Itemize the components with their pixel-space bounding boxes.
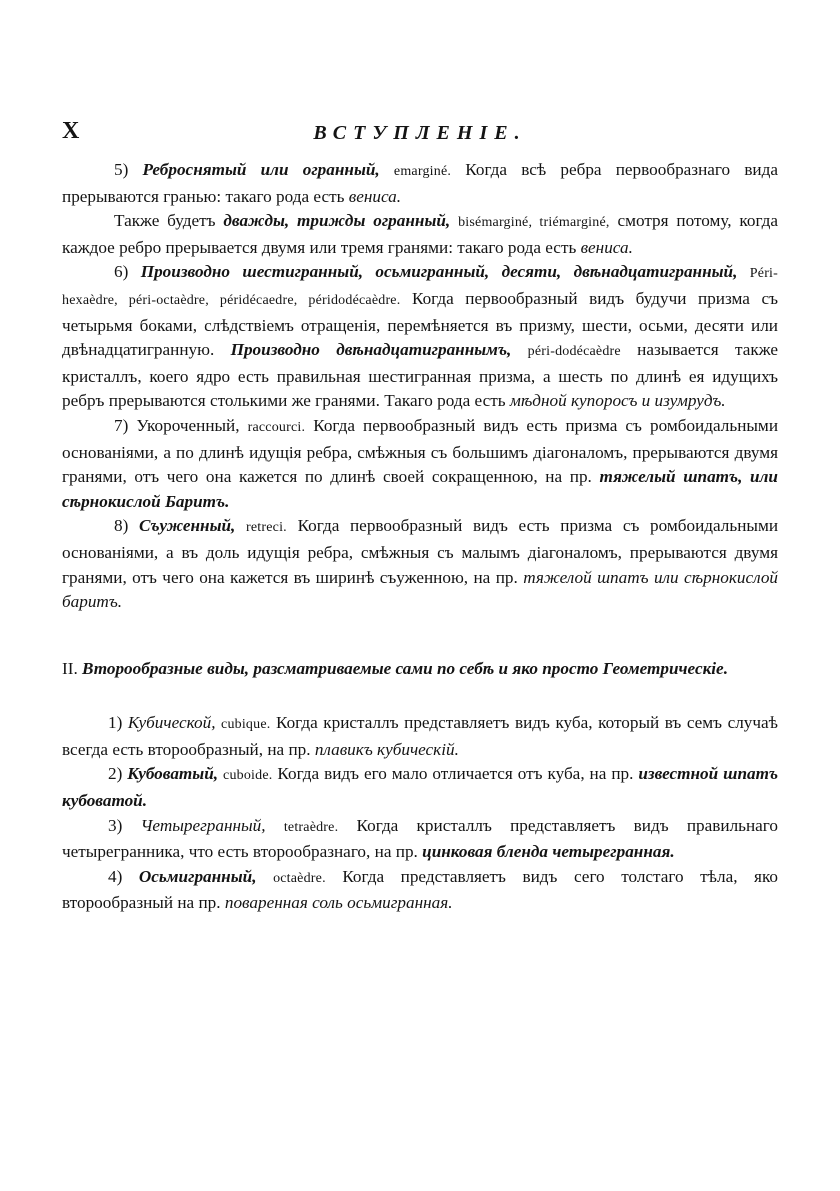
paragraph-5-note [62, 209, 778, 260]
section-title: Второобразные виды, разсматриваемые сами по себѣ и яко просто Геометрическіе. [82, 658, 728, 678]
page-header [62, 118, 778, 148]
item-1 [62, 711, 778, 762]
paragraph-8 [62, 514, 778, 614]
section-spacer [62, 615, 778, 657]
example: цинковая бленда четырегранная. [422, 842, 675, 862]
section-spacer [62, 681, 778, 711]
french-term-secondary: péri-dodécaèdre [527, 344, 621, 360]
running-title: ВСТУПЛЕНІЕ. [313, 122, 527, 144]
item-2 [62, 762, 778, 813]
term: Производно шестигранный, осьмигранный, десяти, двѣнадцатигранный, [140, 262, 738, 282]
item-number: 7) [114, 415, 129, 435]
item-text: Когда представляетъ видъ сего толстаго тѣла, яко второобразный на пр. [62, 866, 779, 913]
paragraph-7 [62, 414, 778, 514]
item-number: 8) [114, 516, 129, 536]
french-term: octaèdre. [273, 870, 326, 886]
page-number: X [62, 118, 81, 144]
example: известной шпатъ кубоватой. [62, 764, 779, 811]
term: Укороченный, [136, 415, 240, 435]
item-text: Когда кристаллъ представляетъ видъ правильнаго четырегранника, что есть второобразнаго, на пр. [62, 815, 779, 862]
item-number: 4) [108, 866, 123, 886]
paragraph-5 [62, 158, 778, 209]
example: вениса. [580, 237, 633, 257]
example: вениса. [348, 186, 402, 206]
item-text: Когда кристаллъ представляетъ видъ куба, который въ семъ случаѣ всегда есть второобразный, на пр. [62, 713, 778, 759]
item-number: 5) [114, 160, 129, 179]
example: мѣдной купоросъ и изумрудъ. [509, 391, 726, 411]
term: Осьмигранный, [138, 866, 257, 886]
item-number: 1) [108, 713, 123, 733]
item-number: 2) [108, 764, 123, 784]
item-4 [62, 865, 778, 916]
item-number: 6) [114, 262, 129, 282]
example: тяжелой шпатъ или сѣрнокислой баритъ. [62, 567, 779, 612]
section-number: II. [62, 658, 78, 678]
paragraph-text: Когда всѣ ребра первообразнаго вида прерываются гранью: такаго рода есть [62, 160, 779, 206]
item-number: 3) [108, 815, 123, 835]
term-secondary: Производно двѣнадцатиграннымъ, [230, 340, 512, 360]
french-term: bisémarginé, triémarginé, [458, 215, 610, 231]
example: тяжелый шпатъ, или сѣрнокислой Баритъ. [62, 467, 778, 511]
term: Кубоватый, [127, 764, 219, 784]
item-3 [62, 814, 778, 865]
example: поваренная соль осьмигранная. [224, 893, 453, 913]
french-term: tetraèdre. [283, 819, 339, 835]
paragraph-text: Когда первообразный видъ будучи призма съ четырьмя боками, слѣдствіемъ отращенія, перемѣняется въ призму, шести, осьми, десяти или двѣнадцатигранную. [62, 288, 778, 360]
paragraph-text: смотря потому, когда каждое ребро прерывается двумя или тремя гранями: такаго рода есть [62, 211, 779, 257]
french-term: cubique. [221, 717, 271, 733]
term: Реброснятый или огранный, [142, 160, 380, 179]
french-term: cuboide. [223, 768, 273, 784]
page-body [62, 158, 778, 916]
section-heading [62, 657, 778, 682]
french-term: raccourci. [247, 419, 306, 435]
paragraph-text: Когда первообразный видъ есть призма съ ромбоидальными основаніями, а по длинѣ идущія ребра, смѣжныя съ большимъ діагоналомъ, прерываются двумя гранями, отъ чего она кажется по длинѣ своей сокращенною, на пр. [62, 415, 779, 487]
french-term: Péri-hexaèdre, péri-octaèdre, péridécaedre, péridodécaèdre. [62, 266, 779, 308]
term: Съуженный, [139, 516, 236, 536]
term: дважды, трижды огранный, [223, 211, 451, 231]
french-term: emarginé. [393, 164, 452, 179]
paragraph-text-secondary: называется также кристаллъ, коего ядро есть правильная шестигранная призма, а шесть по длинѣ ея идущихъ ребръ прерываются столькими же гранями. Такаго рода есть [62, 340, 779, 411]
term: Четырегранный, [140, 815, 266, 835]
paragraph-6 [62, 260, 778, 414]
paragraph-lead: Также будетъ [114, 211, 216, 231]
paragraph-text: Когда первообразный видъ есть призма съ ромбоидальными основаніями, а въ доль идущія ребра, смѣжныя съ малымъ діагоналомъ, прерываются двумя гранями, отъ чего она кажется въ ширинѣ съуженною, на пр. [62, 516, 779, 587]
example: плавикъ кубическій. [314, 739, 459, 759]
item-text: Когда видъ его мало отличается отъ куба, на пр. [277, 764, 634, 784]
term: Кубической, [127, 713, 216, 733]
french-term: retreci. [246, 520, 287, 536]
